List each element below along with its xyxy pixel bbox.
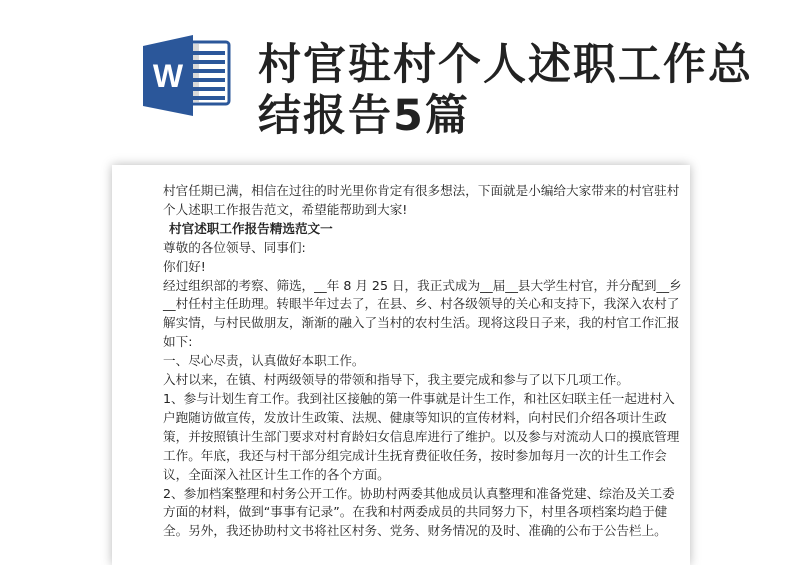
- intro-paragraph: 村官任期已满，相信在过往的时光里你肯定有很多想法，下面就是小编给大家带来的村官驻村个人述职工作报告范文，希望能帮助到大家!: [163, 183, 680, 217]
- salutation: 尊敬的各位领导、同事们:: [163, 239, 306, 255]
- paragraph: 1、参与计划生育工作。我到社区接触的第一件事就是计生工作，和社区妇联主任一起进村入户跑随访做宣传，发放计生政策、法规、健康等知识的宣传材料，向村民们介绍各项计生政策，并按照镇计生部门要求对村育龄妇女信息库进行了维护。以及参与对流动人口的摸底管理工作。年底，我还与村干部分组完成计生抚育费征收任务，按时参加每月一次的计生工作会议，全面深入社区计生工作的各个方面。: [163, 390, 680, 482]
- section-heading: 村官述职工作报告精选范文一: [169, 220, 333, 236]
- paragraph: 2、参加档案整理和村务公开工作。协助村两委其他成员认真整理和准备党建、综治及关工委方面的材料，做到“事事有记录”。在我和村两委成员的共同努力下，村里各项档案均趋于健全。另外，我还协助村文书将社区村务、党务、财务情况的及时、准确的公布于公告栏上。: [163, 485, 675, 539]
- page-title: 村官驻村个人述职工作总结报告5篇: [258, 40, 753, 141]
- subheading: 一、尽心尽责，认真做好本职工作。: [163, 353, 365, 369]
- word-icon: [141, 32, 233, 118]
- greeting: 你们好!: [163, 258, 206, 274]
- word-icon-letter: W: [152, 58, 184, 94]
- paragraph: 入村以来，在镇、村两级领导的带领和指导下，我主要完成和参与了以下几项工作。: [163, 372, 629, 388]
- document-body: [163, 182, 683, 541]
- paragraph: 经过组织部的考察、筛选，__年 8 月 25 日，我正式成为__届__县大学生村官，并分配到__乡__村任村主任助理。转眼半年过去了，在县、乡、村各级领导的关心和支持下，我深入农村了解实情，与村民做朋友，渐渐的融入了当村的农村生活。现将这段日子来，我的村官工作汇报如下:: [163, 277, 682, 350]
